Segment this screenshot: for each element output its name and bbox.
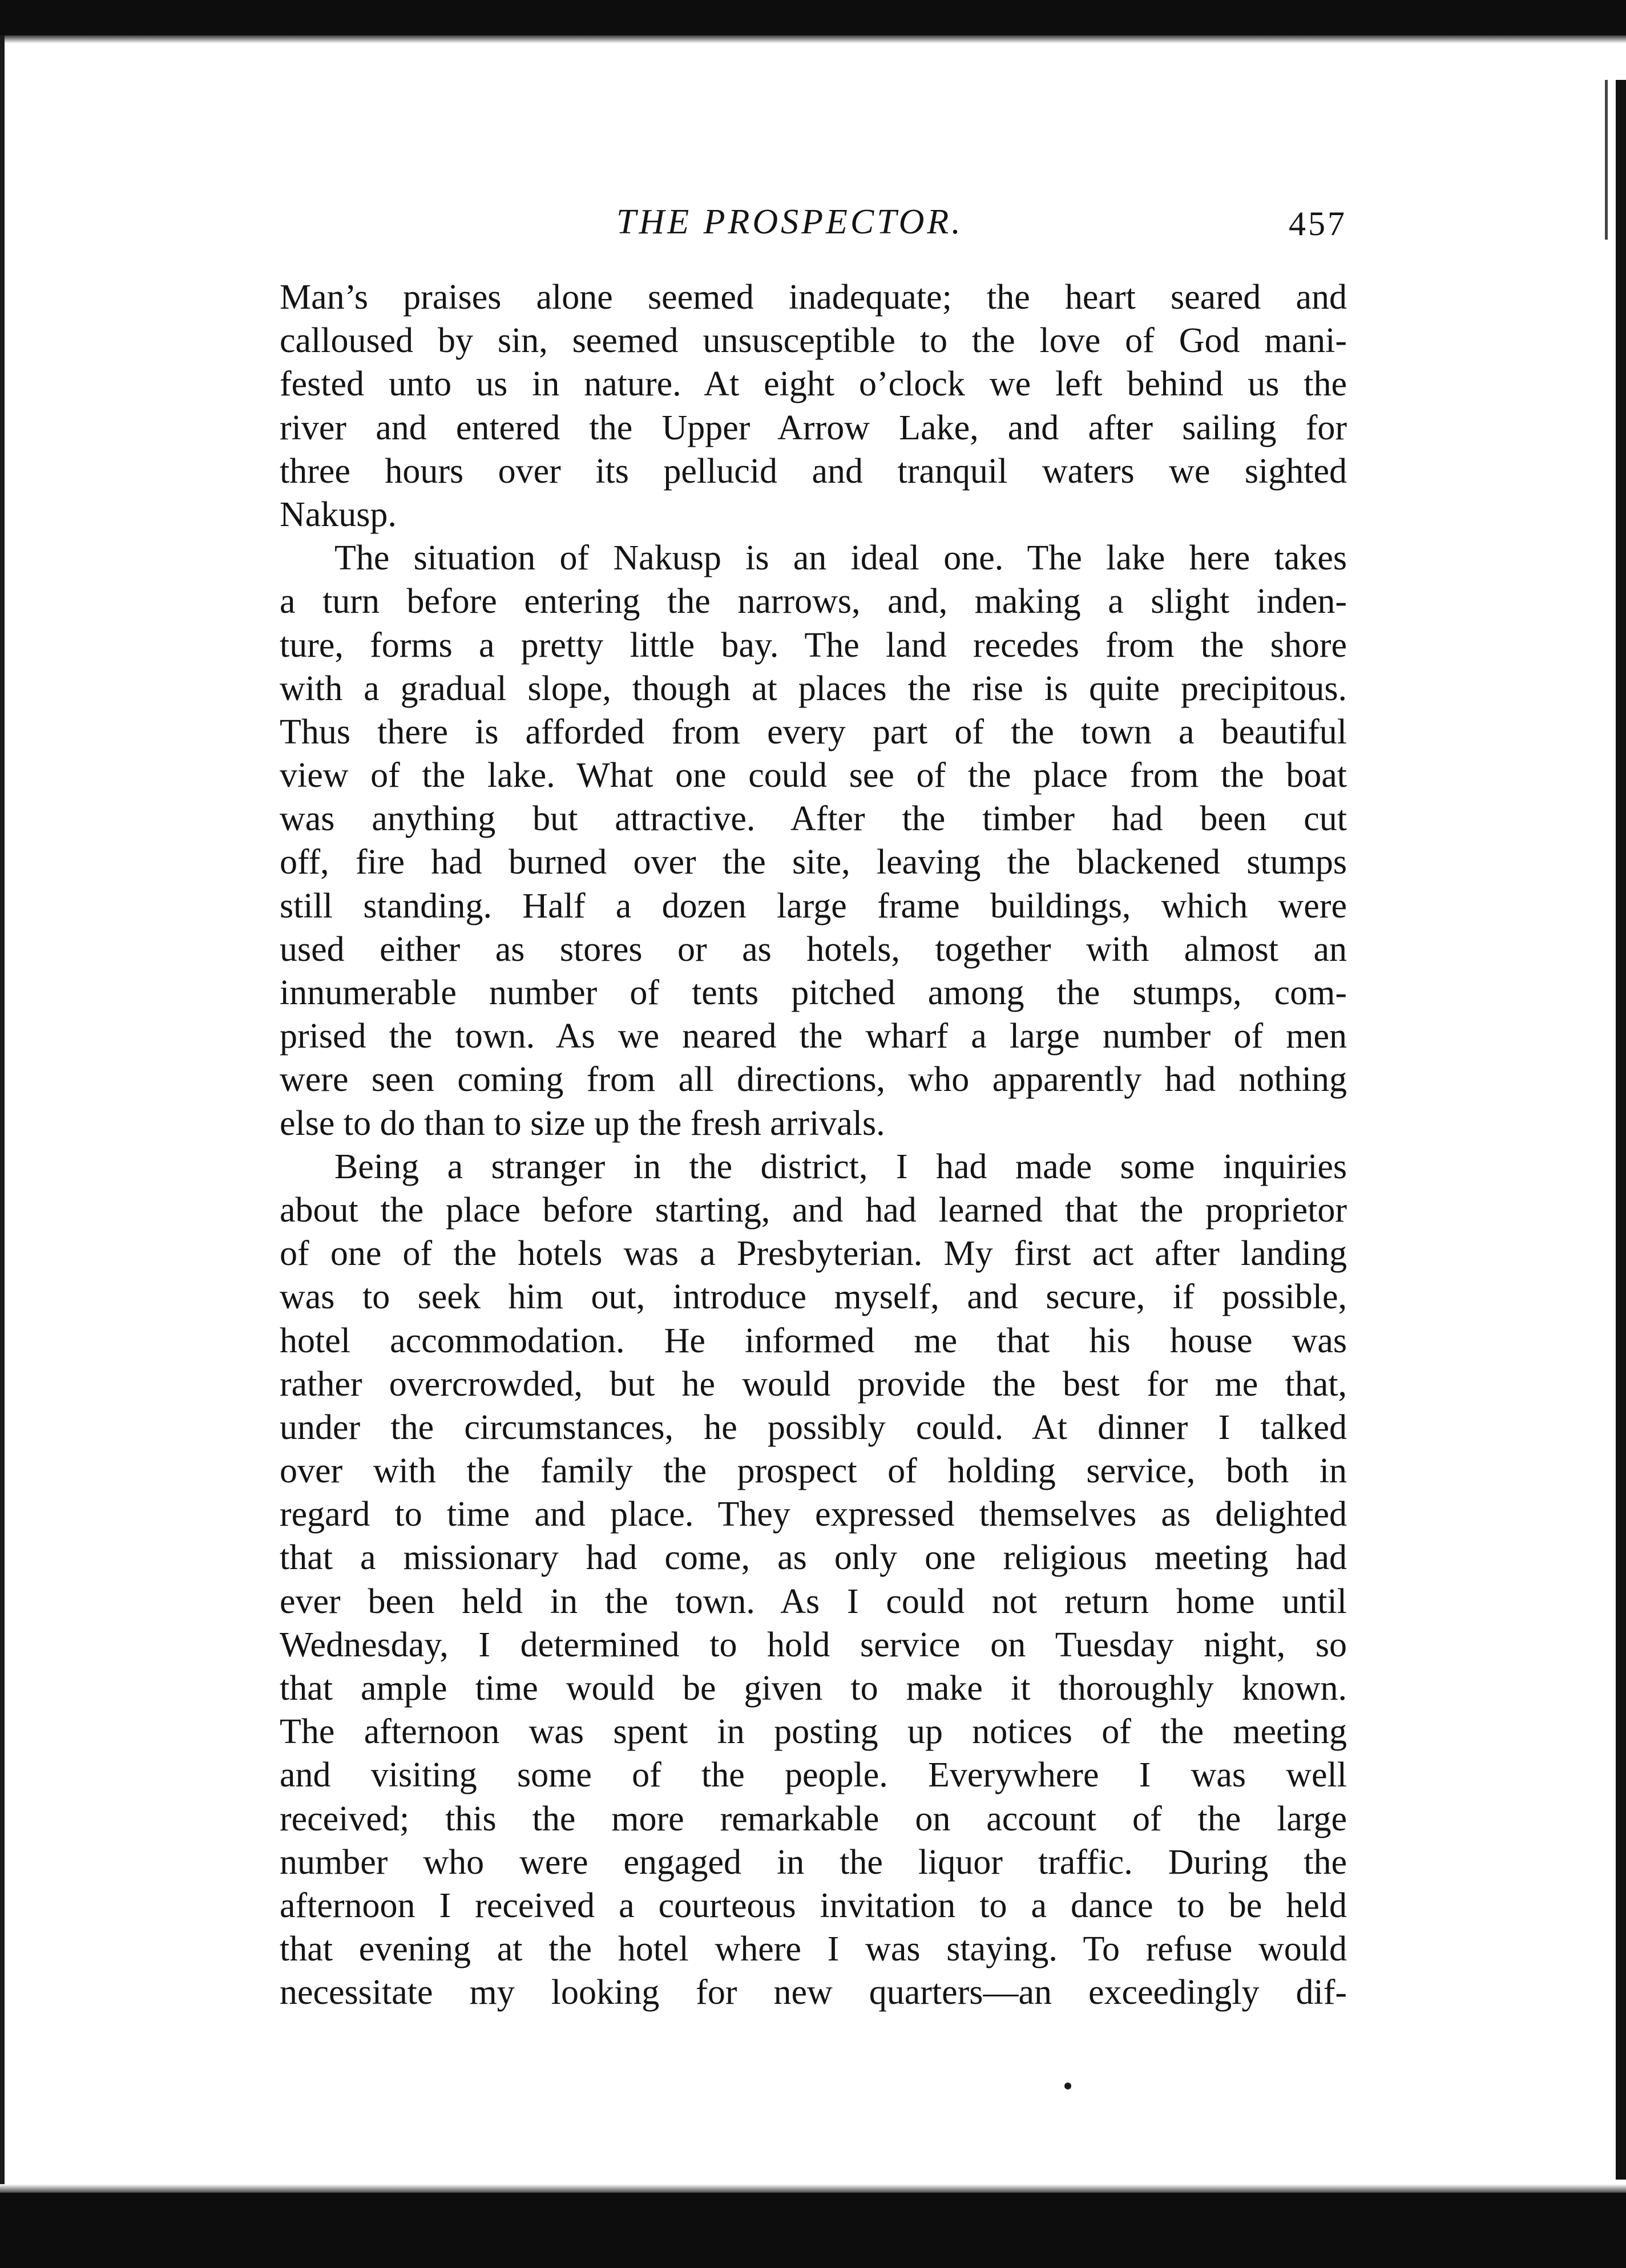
- text-line: ever been held in the town. As I could not return home until: [280, 1582, 1347, 1621]
- scan-top-edge: [0, 0, 1626, 35]
- text-line: used either as stores or as hotels, together with almost an: [280, 929, 1347, 969]
- text-line: number who were engaged in the liquor traffic. During the: [280, 1842, 1347, 1882]
- page-number: 457: [1289, 205, 1347, 242]
- text-line: that a missionary had come, as only one religious meeting had: [280, 1538, 1347, 1578]
- text-line: with a gradual slope, though at places the rise is quite precipitous.: [280, 669, 1347, 708]
- text-line: Wednesday, I determined to hold service on Tuesday night, so: [280, 1625, 1347, 1664]
- text-line: were seen coming from all directions, who apparently had nothing: [280, 1060, 1347, 1099]
- text-line: over with the family the prospect of holding service, both in: [280, 1452, 1347, 1491]
- scan-right-edge: [1616, 80, 1626, 2180]
- running-header: [280, 194, 1347, 257]
- text-line: hotel accommodation. He informed me that his house was: [280, 1321, 1347, 1360]
- text-line: Man’s praises alone seemed inadequate; the heart seared and: [280, 278, 1347, 317]
- paragraph-start-line: The situation of Nakusp is an ideal one. The lake here takes: [334, 539, 1347, 578]
- scan-bottom-edge: [0, 2193, 1626, 2268]
- ink-speck: [1064, 2083, 1071, 2089]
- text-line: view of the lake. What one could see of the place from the boat: [280, 756, 1347, 795]
- text-line: three hours over its pellucid and tranquil waters we sighted: [280, 451, 1347, 491]
- text-line: else to do than to size up the fresh arrivals.: [280, 1103, 885, 1143]
- text-line: calloused by sin, seemed unsusceptible to the love of God mani-: [280, 321, 1347, 361]
- text-line: regard to time and place. They expressed themselves as delighted: [280, 1495, 1347, 1534]
- text-line: that ample time would be given to make it thoroughly known.: [280, 1669, 1347, 1708]
- text-line: received; this the more remarkable on account of the large: [280, 1799, 1347, 1838]
- body-text: [280, 276, 1347, 2015]
- scan-bottom-shadow: [0, 2184, 1626, 2193]
- text-line: was anything but attractive. After the timber had been cut: [280, 799, 1347, 839]
- text-line: that evening at the hotel where I was staying. To refuse would: [280, 1930, 1347, 1969]
- text-line: of one of the hotels was a Presbyterian. My first act after landing: [280, 1234, 1347, 1274]
- text-line: ture, forms a pretty little bay. The land recedes from the shore: [280, 625, 1347, 665]
- text-line: rather overcrowded, but he would provide the best for me that,: [280, 1364, 1347, 1404]
- text-line: still standing. Half a dozen large frame buildings, which were: [280, 886, 1347, 925]
- text-line: innumerable number of tents pitched among the stumps, com-: [280, 973, 1347, 1012]
- text-line: The afternoon was spent in posting up notices of the meeting: [280, 1712, 1347, 1752]
- text-line: Nakusp.: [280, 495, 397, 534]
- text-line: prised the town. As we neared the wharf a large number of men: [280, 1017, 1347, 1056]
- text-line: river and entered the Upper Arrow Lake, and after sailing for: [280, 408, 1347, 447]
- text-line: fested unto us in nature. At eight o’clock we left behind us the: [280, 365, 1347, 404]
- text-line: a turn before entering the narrows, and, making a slight inden-: [280, 582, 1347, 621]
- text-line: and visiting some of the people. Everywhere I was well: [280, 1756, 1347, 1795]
- paragraph-start-line: Being a stranger in the district, I had made some inquiries: [334, 1147, 1347, 1186]
- text-line: off, fire had burned over the site, leaving the blackened stumps: [280, 843, 1347, 882]
- text-line: under the circumstances, he possibly could. At dinner I talked: [280, 1408, 1347, 1447]
- text-line: afternoon I received a courteous invitation to a dance to be held: [280, 1886, 1347, 1925]
- text-line: Thus there is afforded from every part of the town a beautiful: [280, 712, 1347, 751]
- scan-left-edge: [0, 35, 5, 2192]
- scan-top-shadow: [0, 35, 1626, 43]
- text-line: about the place before starting, and had learned that the proprietor: [280, 1190, 1347, 1230]
- running-title: THE PROSPECTOR.: [616, 203, 963, 241]
- text-line: necessitate my looking for new quarters—an exceedingly dif-: [280, 1973, 1347, 2012]
- text-line: was to seek him out, introduce myself, and secure, if possible,: [280, 1277, 1347, 1317]
- scan-right-gutter-mark: [1605, 80, 1608, 240]
